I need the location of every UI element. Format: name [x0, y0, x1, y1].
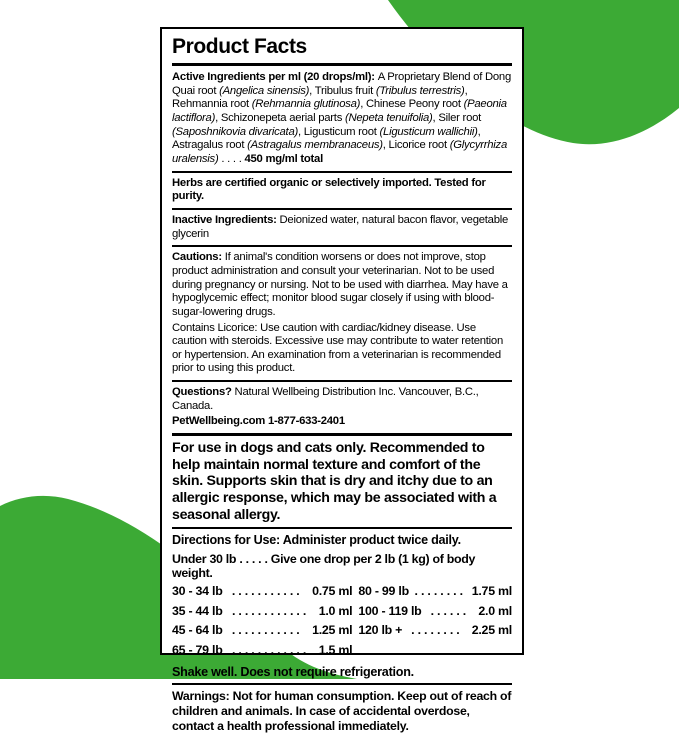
- weight-range: 45 - 64 lb: [172, 623, 223, 638]
- dosage-row: [172, 604, 352, 618]
- dose-value: 2.25 ml: [471, 623, 512, 638]
- questions-contact-line: Questions? Natural Wellbeing Distribution Inc. Vancouver, B.C., Canada.: [172, 386, 479, 412]
- dose-value: 2.0 ml: [478, 603, 512, 618]
- dot-leader: ........: [414, 584, 467, 599]
- dosage-row: [172, 584, 352, 598]
- product-facts-panel: [160, 27, 524, 733]
- dosage-row: [172, 623, 352, 637]
- section-divider: [172, 683, 512, 685]
- inactive-ingredients-text: Inactive Ingredients: Deionized water, natural bacon flavor, vegetable glycerin: [172, 213, 509, 240]
- dosage-row: [358, 623, 512, 637]
- dosage-row: [358, 584, 512, 598]
- section-divider: [172, 208, 512, 210]
- dosage-row: [358, 604, 512, 618]
- dot-leader: ......: [430, 603, 470, 618]
- section-divider: [172, 245, 512, 247]
- dose-value: 1.5 ml: [318, 642, 353, 657]
- dose-value: 1.0 ml: [318, 603, 353, 618]
- dosage-row: [172, 643, 352, 657]
- questions-section: [172, 386, 512, 429]
- website-phone-line: PetWellbeing.com 1-877-633-2401: [172, 415, 345, 428]
- dosage-column-left: [172, 584, 352, 662]
- weight-range: 65 - 79 lb: [172, 642, 223, 657]
- dose-value: 0.75 ml: [312, 584, 353, 599]
- dot-leader: ........: [411, 623, 463, 638]
- weight-range: 35 - 44 lb: [172, 603, 223, 618]
- cautions-paragraph-2: Contains Licorice: Use caution with cardiac/kidney disease. Use caution with steroids. Excessive use may contribute to water retention or hypertension. An examination from a veterinarian is recommended prior to using this product.: [172, 321, 503, 375]
- section-divider: [172, 527, 512, 529]
- section-divider: [172, 171, 512, 173]
- active-ingredients-text: Active Ingredients per ml (20 drops/ml): A Proprietary Blend of Dong Quai root (Angelica sinensis), Tribulus fruit (Tribulus terrestris), Rehmannia root (Rehmannia glutinosa), Chinese Peony root (Paeonia lactiflora), Schizonepeta aerial parts (Nepeta tenuifolia), Siler root (Saposhnikovia divaricata), Ligusticum root (Ligusticum wallichii), Astragalus root (Astragalus membranaceus), Licorice root (Glycyrrhiza uralensis) . . . . 450 mg/ml total: [172, 71, 511, 165]
- dot-leader: ............: [231, 603, 310, 618]
- weight-range: 30 - 34 lb: [172, 584, 223, 599]
- dose-value: 1.75 ml: [471, 584, 512, 599]
- section-divider: [172, 433, 512, 436]
- section-divider: [172, 380, 512, 382]
- under-30-lb-line: Under 30 lb . . . . . Give one drop per 2 lb (1 kg) of body weight.: [172, 552, 476, 581]
- title-divider: [172, 63, 512, 66]
- dosage-column-right: [358, 584, 512, 662]
- weight-range: 100 - 119 lb: [358, 603, 422, 618]
- herbs-certification-note: Herbs are certified organic or selectively imported. Tested for purity.: [172, 176, 486, 203]
- shake-well-note: Shake well. Does not require refrigeration.: [172, 665, 414, 680]
- dot-leader: ............: [231, 642, 310, 657]
- cautions-section: [172, 251, 512, 376]
- cautions-paragraph-1: Cautions: If animal's condition worsens or does not improve, stop product administration and consult your veterinarian. Not to be used during pregnancy or nursing. Not to be used with diarrhea. May have a hypoglycemic effect; monitor blood sugar closely if using with blood-sugar-lowering drugs.: [172, 251, 508, 318]
- usage-statement: For use in dogs and cats only. Recommended to help maintain normal texture and comfort of the skin. Supports skin that is dry and itchy due to an allergic response, which may be associated with a seasonal allergy.: [172, 440, 497, 523]
- dot-leader: ...........: [231, 623, 303, 638]
- dose-value: 1.25 ml: [312, 623, 353, 638]
- weight-range: 120 lb +: [358, 623, 403, 638]
- directions-title: Directions for Use: Administer product twice daily.: [172, 533, 461, 548]
- dot-leader: ...........: [231, 584, 303, 599]
- warnings-text: Warnings: Not for human consumption. Keep out of reach of children and animals. In case of accidental overdose, contact a health professional immediately.: [172, 689, 512, 733]
- panel-title: Product Facts: [172, 35, 307, 58]
- dosage-table: [172, 584, 512, 662]
- weight-range: 80 - 99 lb: [358, 584, 409, 599]
